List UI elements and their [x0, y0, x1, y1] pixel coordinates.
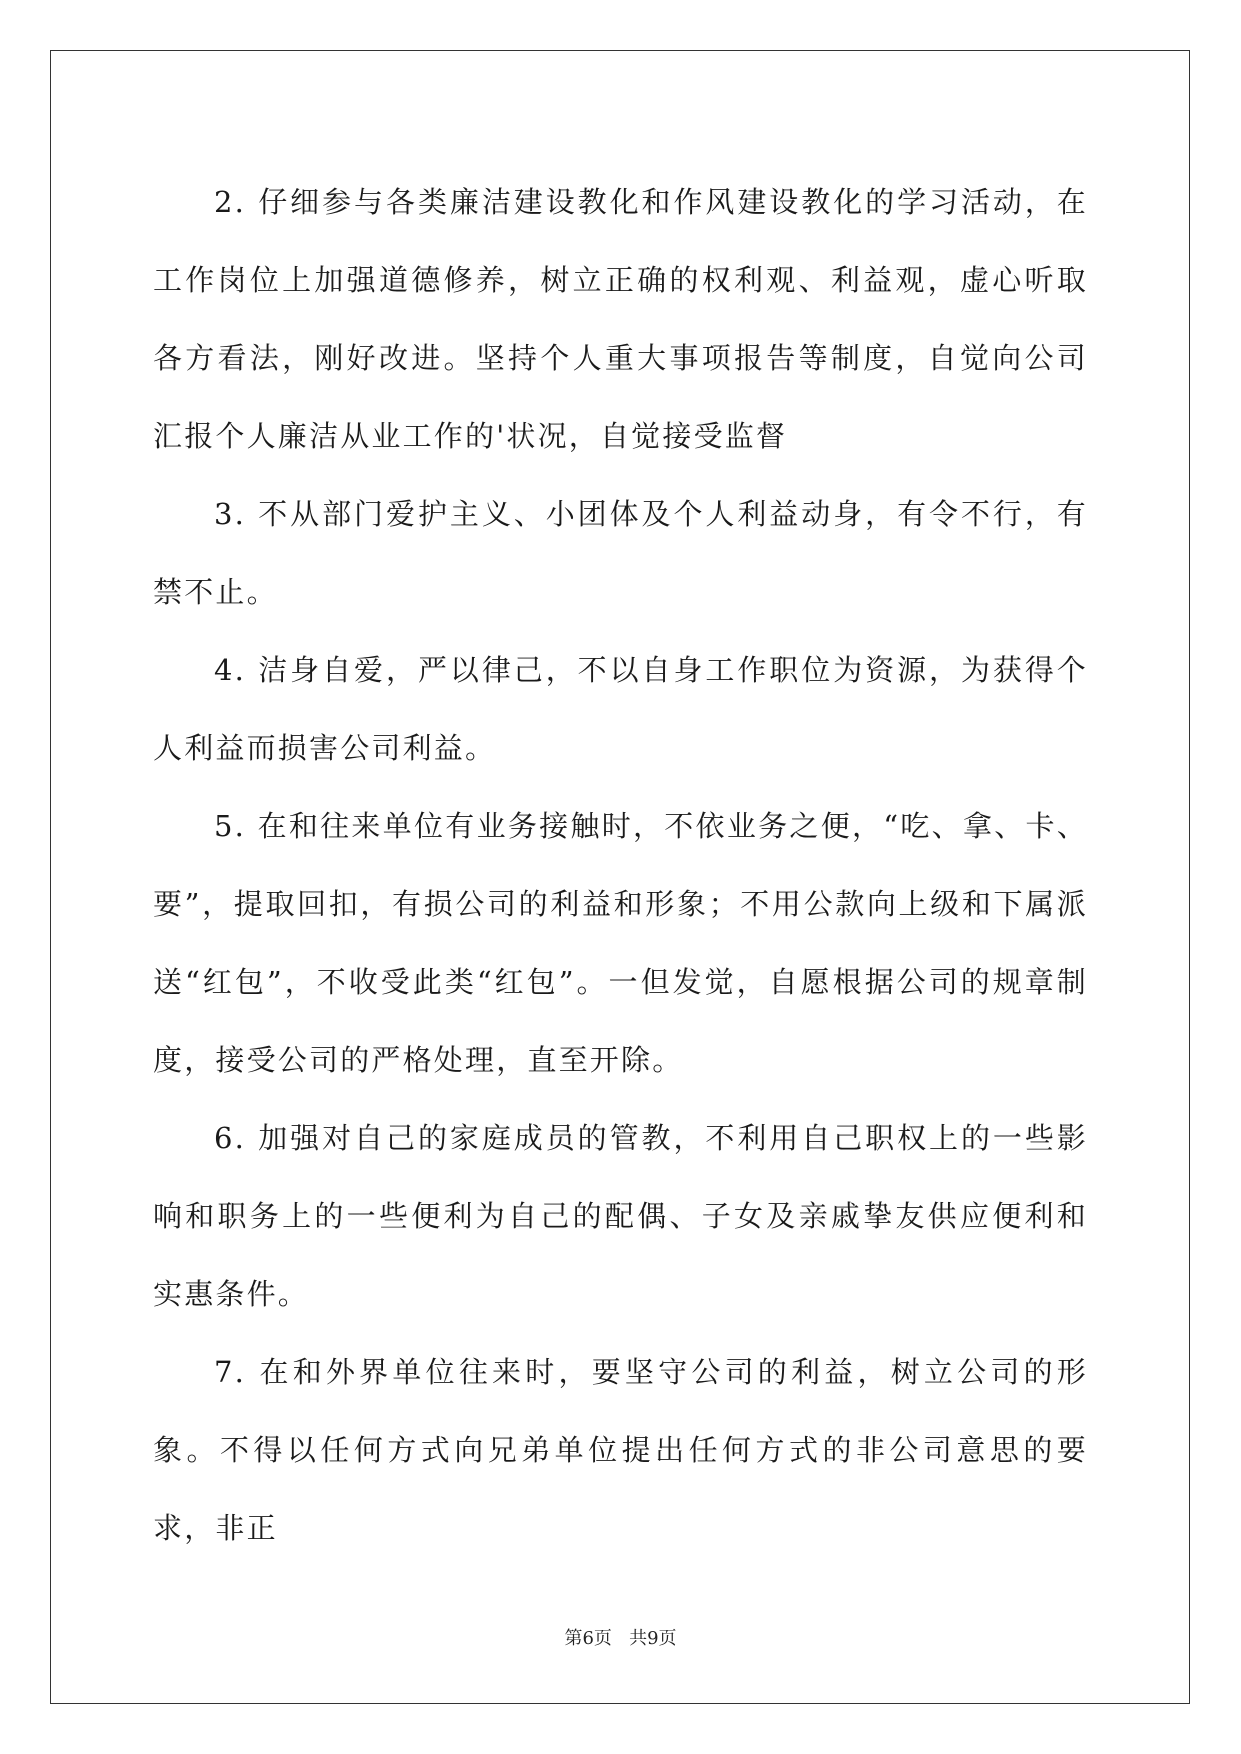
total-pages-label: 共9页	[629, 1628, 677, 1649]
paragraph-item-7: 7. 在和外界单位往来时，要坚守公司的利益，树立公司的形象。不得以任何方式向兄弟单位提出任何方式的非公司意思的要求，非正	[153, 1355, 1088, 1545]
paragraph-item-4: 4. 洁身自爱，严以律己，不以自身工作职位为资源，为获得个人利益而损害公司利益。	[153, 653, 1088, 765]
paragraph-item-3: 3. 不从部门爱护主义、小团体及个人利益动身，有令不行，有禁不止。	[153, 497, 1088, 609]
paragraph-item-6: 6. 加强对自己的家庭成员的管教，不利用自己职权上的一些影响和职务上的一些便利为自己的配偶、子女及亲戚挚友供应便利和实惠条件。	[153, 1121, 1088, 1311]
document-body	[153, 163, 1088, 1567]
page-footer	[0, 1624, 1241, 1650]
current-page-label: 第6页	[564, 1628, 612, 1649]
paragraph-item-5: 5. 在和往来单位有业务接触时，不依业务之便，“吃、拿、卡、要”，提取回扣，有损公司的利益和形象；不用公款向上级和下属派送“红包”，不收受此类“红包”。一但发觉，自愿根据公司的规章制度，接受公司的严格处理，直至开除。	[153, 809, 1088, 1077]
paragraph-item-2: 2. 仔细参与各类廉洁建设教化和作风建设教化的学习活动，在工作岗位上加强道德修养，树立正确的权利观、利益观，虚心听取各方看法，刚好改进。坚持个人重大事项报告等制度，自觉向公司汇报个人廉洁从业工作的'状况，自觉接受监督	[153, 185, 1088, 453]
